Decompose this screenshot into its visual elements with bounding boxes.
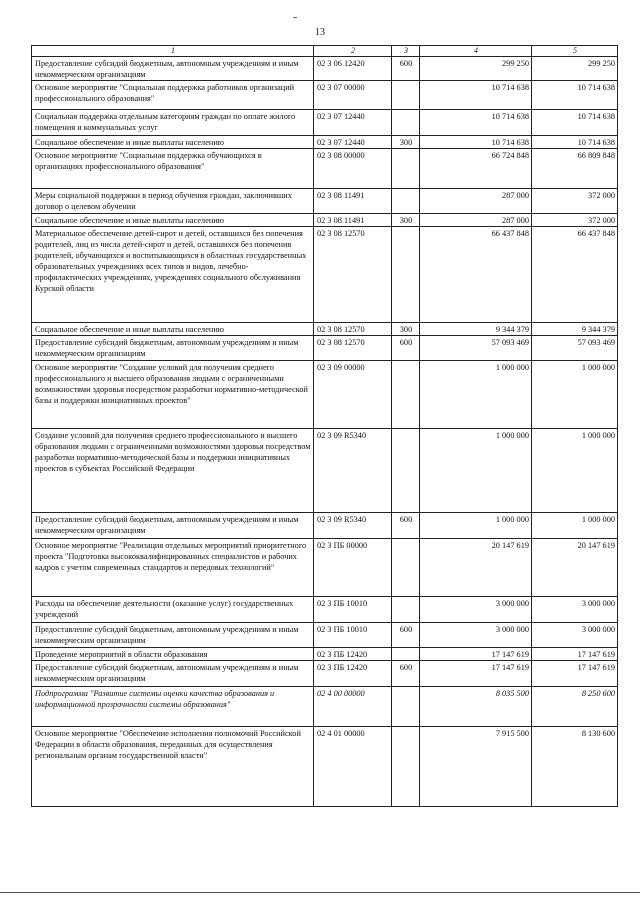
table-row: [32, 661, 618, 687]
row-name: Социальное обеспечение и иные выплаты населению: [32, 136, 314, 149]
table-row: [32, 110, 618, 136]
table-row: [32, 623, 618, 648]
row-amount-2: 3 000 000: [532, 623, 618, 648]
row-expense-type: [392, 539, 420, 597]
scan-mark: [293, 17, 297, 18]
header-col-4: 4: [420, 46, 532, 57]
table-row: [32, 361, 618, 429]
row-amount-1: 1 000 000: [420, 361, 532, 429]
row-name: Меры социальной поддержки в период обучения граждан, заключивших договор о целевом обучении: [32, 189, 314, 214]
row-amount-2: 8 130 600: [532, 727, 618, 807]
table-row: [32, 429, 618, 513]
row-expense-type: [392, 687, 420, 727]
row-amount-2: 17 147 619: [532, 648, 618, 661]
row-expense-type: [392, 227, 420, 323]
row-amount-2: 8 250 600: [532, 687, 618, 727]
table-row: [32, 648, 618, 661]
row-amount-2: 66 809 848: [532, 149, 618, 189]
row-amount-1: 66 437 848: [420, 227, 532, 323]
row-code: 02 3 ПБ 12420: [314, 648, 392, 661]
row-name: Основное мероприятие "Социальная поддержка работников организаций профессионального образования": [32, 81, 314, 110]
row-name: Создание условий для получения среднего профессионального и высшего образования людьми с ограниченными возможностями здоровья посредством разработки нормативно-методической базы и поддержки инициативных проектов в субъектах Российской Федерации: [32, 429, 314, 513]
row-name: Основное мероприятие "Социальная поддержка обучающихся в организациях профессионального образования": [32, 149, 314, 189]
row-amount-1: 9 344 379: [420, 323, 532, 336]
row-amount-1: 3 000 000: [420, 597, 532, 623]
row-amount-2: 10 714 638: [532, 110, 618, 136]
row-name: Социальная поддержка отдельным категориям граждан по оплате жилого помещения и коммунальных услуг: [32, 110, 314, 136]
row-amount-2: 1 000 000: [532, 513, 618, 539]
table-row: [32, 81, 618, 110]
row-name: Проведение мероприятий в области образования: [32, 648, 314, 661]
row-amount-1: 7 915 500: [420, 727, 532, 807]
table-row: [32, 539, 618, 597]
row-amount-2: 3 000 000: [532, 597, 618, 623]
row-code: 02 3 06 12420: [314, 57, 392, 81]
row-expense-type: 600: [392, 513, 420, 539]
row-name: Предоставление субсидий бюджетным, автономным учреждениям и иным некоммерческим организациям: [32, 57, 314, 81]
row-amount-2: 1 000 000: [532, 361, 618, 429]
row-amount-2: 66 437 848: [532, 227, 618, 323]
row-amount-1: 17 147 619: [420, 648, 532, 661]
row-code: 02 3 09 R5340: [314, 429, 392, 513]
header-col-3: 3: [392, 46, 420, 57]
table-row: [32, 189, 618, 214]
row-name: Предоставление субсидий бюджетным, автономным учреждениям и иным некоммерческим организациям: [32, 623, 314, 648]
header-col-2: 2: [314, 46, 392, 57]
table-row: [32, 149, 618, 189]
table-row: [32, 323, 618, 336]
header-col-1: 1: [32, 46, 314, 57]
page-bottom-rule: [0, 892, 640, 893]
row-code: 02 3 08 00000: [314, 149, 392, 189]
row-amount-1: 10 714 638: [420, 110, 532, 136]
row-name: Подпрограмма "Развитие системы оценки качества образования и информационной прозрачности системы образования": [32, 687, 314, 727]
row-expense-type: [392, 727, 420, 807]
row-amount-1: 10 714 638: [420, 81, 532, 110]
row-name: Предоставление субсидий бюджетным, автономным учреждениям и иным некоммерческим организациям: [32, 336, 314, 361]
row-amount-1: 17 147 619: [420, 661, 532, 687]
row-expense-type: [392, 648, 420, 661]
row-name: Основное мероприятие "Реализация отдельных мероприятий приоритетного проекта "Подготовка высококвалифицированных специалистов и рабочих кадров с учетом современных стандартов и передовых технологий": [32, 539, 314, 597]
row-code: 02 3 ПБ 10010: [314, 597, 392, 623]
row-code: 02 3 09 00000: [314, 361, 392, 429]
row-name: Материальное обеспечение детей-сирот и детей, оставшихся без попечения родителей, лиц из числа детей-сирот и детей, оставшихся без попечения родителей, обучающихся и воспитывающихся в областных государственных образовательных учреждениях всех типов и видов, лечебно-профилактических учреждениях, учреждениях социального обслуживания Курской области: [32, 227, 314, 323]
row-amount-1: 10 714 638: [420, 136, 532, 149]
row-code: 02 3 07 12440: [314, 136, 392, 149]
budget-table: [31, 45, 618, 807]
row-code: 02 3 ПБ 12420: [314, 661, 392, 687]
row-expense-type: 600: [392, 57, 420, 81]
row-code: 02 3 08 12570: [314, 227, 392, 323]
row-expense-type: 600: [392, 623, 420, 648]
row-amount-1: 1 000 000: [420, 429, 532, 513]
row-expense-type: [392, 149, 420, 189]
row-expense-type: [392, 597, 420, 623]
row-amount-1: 57 093 469: [420, 336, 532, 361]
row-code: 02 3 08 12570: [314, 336, 392, 361]
table-row: [32, 513, 618, 539]
row-code: 02 3 08 11491: [314, 214, 392, 227]
row-amount-2: 372 000: [532, 189, 618, 214]
row-amount-1: 287 000: [420, 189, 532, 214]
row-amount-2: 9 344 379: [532, 323, 618, 336]
row-expense-type: [392, 81, 420, 110]
table-row: [32, 214, 618, 227]
row-name: Основное мероприятие "Создание условий для получения среднего профессионального и высшего образования людьми с ограниченными возможностями здоровья посредством разработки нормативно-методической базы и поддержки инициативных проектов": [32, 361, 314, 429]
page-number: 13: [315, 27, 325, 38]
row-amount-2: 372 000: [532, 214, 618, 227]
row-amount-2: 17 147 619: [532, 661, 618, 687]
row-expense-type: [392, 189, 420, 214]
row-amount-1: 299 250: [420, 57, 532, 81]
row-code: 02 3 08 12570: [314, 323, 392, 336]
table-row: [32, 57, 618, 81]
row-name: Основное мероприятие "Обеспечение исполнения полномочий Российской Федерации в области образования, переданных для осуществления региональным органам государственной власти": [32, 727, 314, 807]
row-amount-1: 20 147 619: [420, 539, 532, 597]
row-expense-type: [392, 361, 420, 429]
row-expense-type: 600: [392, 661, 420, 687]
row-amount-1: 8 035 500: [420, 687, 532, 727]
table-row: [32, 336, 618, 361]
row-amount-1: 66 724 848: [420, 149, 532, 189]
row-code: 02 3 ПБ 00000: [314, 539, 392, 597]
row-expense-type: [392, 429, 420, 513]
table-header-row: [32, 46, 618, 57]
row-name: Социальное обеспечение и иные выплаты населению: [32, 214, 314, 227]
row-amount-1: 287 000: [420, 214, 532, 227]
table-row: [32, 227, 618, 323]
row-amount-2: 299 250: [532, 57, 618, 81]
row-expense-type: 300: [392, 323, 420, 336]
row-amount-2: 10 714 638: [532, 81, 618, 110]
row-code: 02 3 ПБ 10010: [314, 623, 392, 648]
row-name: Социальное обеспечение и иные выплаты населению: [32, 323, 314, 336]
row-code: 02 4 01 00000: [314, 727, 392, 807]
row-amount-2: 1 000 000: [532, 429, 618, 513]
row-code: 02 4 00 00000: [314, 687, 392, 727]
table-row: [32, 727, 618, 807]
row-code: 02 3 07 00000: [314, 81, 392, 110]
row-amount-2: 10 714 638: [532, 136, 618, 149]
row-code: 02 3 08 11491: [314, 189, 392, 214]
table-row: [32, 136, 618, 149]
row-amount-2: 20 147 619: [532, 539, 618, 597]
row-amount-1: 3 000 000: [420, 623, 532, 648]
header-col-5: 5: [532, 46, 618, 57]
table-row: [32, 597, 618, 623]
row-expense-type: [392, 110, 420, 136]
row-amount-1: 1 000 000: [420, 513, 532, 539]
row-code: 02 3 07 12440: [314, 110, 392, 136]
row-code: 02 3 09 R5340: [314, 513, 392, 539]
row-expense-type: 300: [392, 214, 420, 227]
row-expense-type: 600: [392, 336, 420, 361]
row-expense-type: 300: [392, 136, 420, 149]
table-row: [32, 687, 618, 727]
row-name: Расходы на обеспечение деятельности (оказание услуг) государственных учреждений: [32, 597, 314, 623]
row-amount-2: 57 093 469: [532, 336, 618, 361]
row-name: Предоставление субсидий бюджетным, автономным учреждениям и иным некоммерческим организациям: [32, 661, 314, 687]
row-name: Предоставление субсидий бюджетным, автономным учреждениям и иным некоммерческим организациям: [32, 513, 314, 539]
